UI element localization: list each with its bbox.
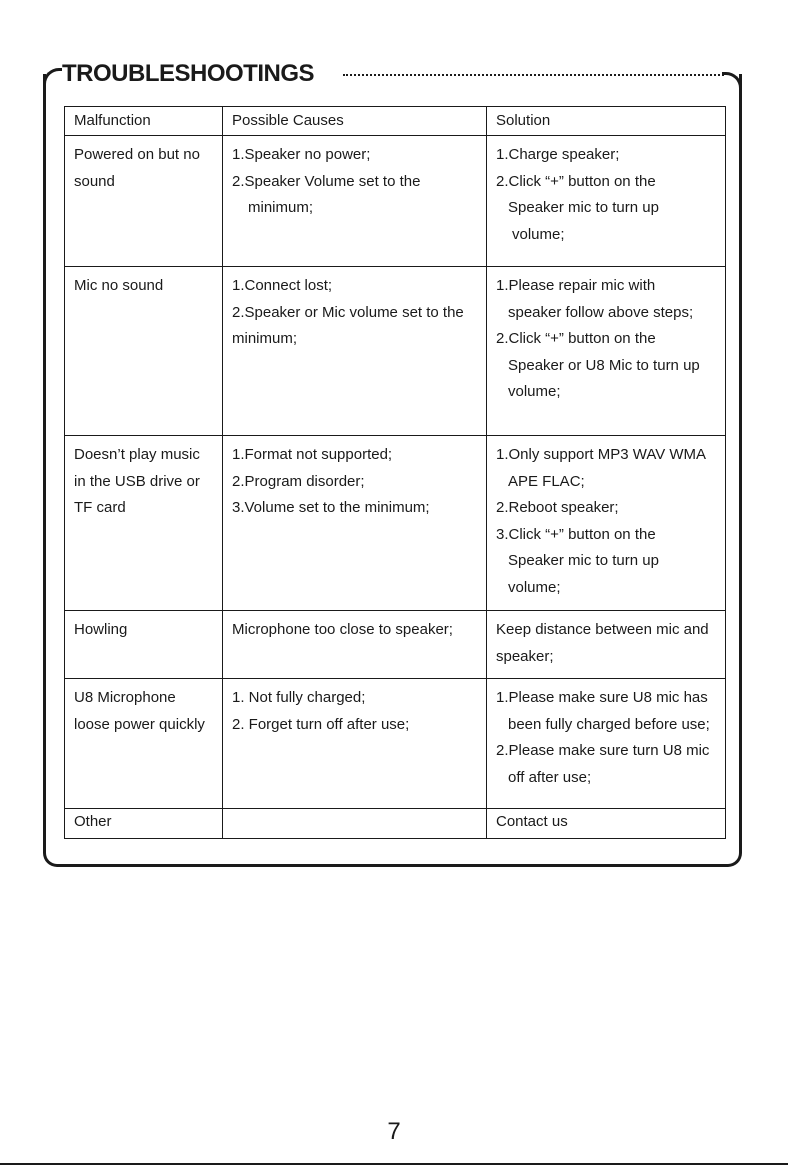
cell-line: Powered on but no <box>74 146 200 163</box>
cell-line: Speaker mic to turn up <box>508 199 659 216</box>
cell-line: speaker follow above steps; <box>508 303 694 321</box>
cell-line: 3.Click “+” button on the <box>496 525 656 543</box>
cell-line: in the USB drive or <box>74 472 200 490</box>
malfunction-cell <box>65 809 223 839</box>
header-solution: Solution <box>487 107 726 136</box>
table-row <box>65 136 726 267</box>
cell-line: speaker; <box>496 647 554 665</box>
cell-line: minimum; <box>232 330 298 347</box>
cell-line: 1.Charge speaker; <box>496 146 620 163</box>
causes-cell <box>223 436 487 611</box>
cell-line: 1.Please make sure U8 mic has <box>496 689 708 706</box>
malfunction-cell <box>65 436 223 611</box>
title-dotted-leader <box>343 74 724 76</box>
cell-line: 2. Forget turn off after use; <box>232 715 410 733</box>
cell-line: loose power quickly <box>74 715 205 733</box>
cell-line: 1.Connect lost; <box>232 277 333 294</box>
cell-line: volume; <box>512 225 565 243</box>
cell-line: 1.Format not supported; <box>232 446 393 463</box>
table-row <box>65 809 726 839</box>
table-row <box>65 611 726 679</box>
cell-line: TF card <box>74 499 126 516</box>
section-title: TROUBLESHOOTINGS <box>62 58 320 90</box>
cell-line: 1.Please repair mic with <box>496 277 656 294</box>
solution-cell <box>487 679 726 809</box>
cell-line: Doesn’t play music <box>74 446 200 463</box>
causes-cell <box>223 267 487 436</box>
troubleshooting-table <box>64 106 726 839</box>
cell-line: volume; <box>508 578 561 596</box>
table-row <box>65 436 726 611</box>
cell-line: 2.Click “+” button on the <box>496 330 656 347</box>
causes-cell <box>223 679 487 809</box>
table-row <box>65 679 726 809</box>
causes-cell <box>223 809 487 839</box>
table-row <box>65 267 726 436</box>
cell-line: 2.Please make sure turn U8 mic <box>496 742 710 759</box>
solution-cell <box>487 136 726 267</box>
table-header-row <box>65 107 726 136</box>
cell-line: 3.Volume set to the minimum; <box>232 499 430 516</box>
cell-line: Contact us <box>496 813 568 830</box>
cell-line: Speaker or U8 Mic to turn up <box>508 356 700 374</box>
cell-line: 2.Click “+” button on the <box>496 172 656 190</box>
solution-cell <box>487 436 726 611</box>
cell-line: been fully charged before use; <box>508 715 710 733</box>
cell-line: Howling <box>74 621 128 638</box>
cell-line: minimum; <box>248 199 314 216</box>
cell-line: 1.Only support MP3 WAV WMA <box>496 446 707 463</box>
malfunction-cell <box>65 136 223 267</box>
causes-cell <box>223 611 487 679</box>
solution-cell <box>487 267 726 436</box>
solution-cell <box>487 809 726 839</box>
header-malfunction: Malfunction <box>65 107 223 136</box>
malfunction-cell <box>65 611 223 679</box>
cell-line: Other <box>74 813 112 830</box>
causes-cell <box>223 136 487 267</box>
cell-line: Microphone too close to speaker; <box>232 621 453 638</box>
cell-line: sound <box>74 172 115 190</box>
cell-line: 1. Not fully charged; <box>232 689 366 706</box>
cell-line: Keep distance between mic and <box>496 621 709 638</box>
cell-line: 2.Speaker or Mic volume set to the <box>232 303 464 321</box>
cell-line: APE FLAC; <box>508 472 585 490</box>
page-number: 7 <box>387 1118 401 1145</box>
solution-cell <box>487 611 726 679</box>
frame-corner-top-left <box>43 68 63 88</box>
cell-line: 2.Reboot speaker; <box>496 499 619 516</box>
cell-line: 2.Program disorder; <box>232 472 365 490</box>
header-possible-causes: Possible Causes <box>223 107 487 136</box>
cell-line: off after use; <box>508 768 592 786</box>
cell-line: 1.Speaker no power; <box>232 146 371 163</box>
cell-line: Mic no sound <box>74 277 164 294</box>
page-bottom-rule <box>0 1163 788 1165</box>
cell-line: volume; <box>508 383 561 400</box>
malfunction-cell <box>65 267 223 436</box>
cell-line: 2.Speaker Volume set to the <box>232 172 421 190</box>
malfunction-cell <box>65 679 223 809</box>
cell-line: Speaker mic to turn up <box>508 552 659 569</box>
cell-line: U8 Microphone <box>74 689 176 706</box>
